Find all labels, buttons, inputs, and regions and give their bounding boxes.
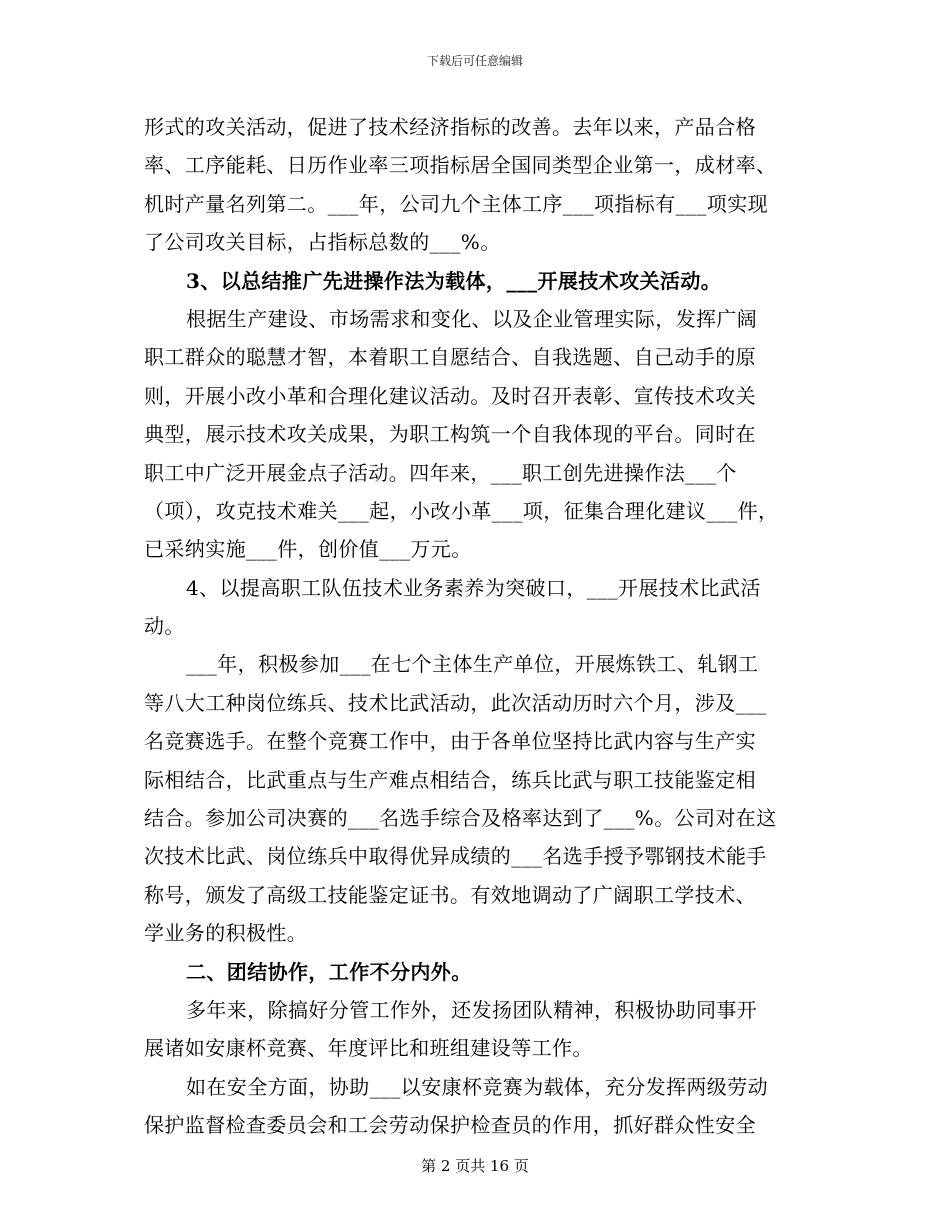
paragraph-line: 结合。参加公司决赛的___名选手综合及格率达到了___%。公司对在这 <box>144 806 777 831</box>
paragraph-line: 机时产量名列第二。___年，公司九个主体工序___项指标有___项实现 <box>144 191 768 216</box>
page-footer: 第 2 页共 16 页 <box>421 1157 529 1175</box>
paragraph-line: 如在安全方面，协助___以安康杯竞赛为载体，充分发挥两级劳动 <box>186 1074 768 1099</box>
page-header: 下载后可任意编辑 <box>426 54 523 68</box>
section-heading: 3、以总结推广先进操作法为载体，___开展技术攻关活动。 <box>186 268 722 293</box>
paragraph-line: 次技术比武、岗位练兵中取得优异成绩的___名选手授予鄂钢技术能手 <box>144 844 767 869</box>
paragraph-line: 多年来，除搞好分管工作外，还发扬团队精神，积极协助同事开 <box>186 997 758 1022</box>
paragraph-line: 根据生产建设、市场需求和变化、以及企业管理实际，发挥广阔 <box>186 306 758 331</box>
paragraph-line: 职工群众的聪慧才智，本着职工自愿结合、自我选题、自己动手的原 <box>144 345 756 370</box>
paragraph-line: 已采纳实施___件，创价值___万元。 <box>144 537 472 562</box>
paragraph-line: 了公司攻关目标，占指标总数的___%。 <box>144 230 501 255</box>
paragraph-line: 保护监督检查委员会和工会劳动保护检查员的作用，抓好群众性安全 <box>144 1113 756 1138</box>
paragraph-line: 名竞赛选手。在整个竞赛工作中，由于各单位坚持比武内容与生产实 <box>144 729 756 754</box>
section-heading: 二、团结协作，工作不分内外。 <box>186 959 472 984</box>
paragraph-line: 则，开展小改小革和合理化建议活动。及时召开表彰、宣传技术攻关 <box>144 383 756 408</box>
paragraph-line: 形式的攻关活动，促进了技术经济指标的改善。去年以来，产品合格 <box>144 115 756 139</box>
paragraph-line: 际相结合，比武重点与生产难点相结合，练兵比武与职工技能鉴定相 <box>144 767 756 792</box>
paragraph-line: 等八大工种岗位练兵、技术比武活动，此次活动历时六个月，涉及___ <box>144 690 767 715</box>
paragraph-line: 职工中广泛开展金点子活动。四年来，___职工创先进操作法___个 <box>144 460 737 485</box>
document-body <box>144 108 808 1145</box>
paragraph-line: 典型，展示技术攻关成果，为职工构筑一个自我体现的平台。同时在 <box>144 422 756 447</box>
section-heading: 4、以提高职工队伍技术业务素养为突破口，___开展技术比武活 <box>186 575 761 600</box>
paragraph-line: 展诸如安康杯竞赛、年度评比和班组建设等工作。 <box>144 1036 593 1061</box>
paragraph-line: ___年，积极参加___在七个主体生产单位，开展炼铁工、轧钢工 <box>186 652 759 677</box>
paragraph-line: 率、工序能耗、日历作业率三项指标居全国同类型企业第一，成材率、 <box>144 153 777 178</box>
paragraph-line: 学业务的积极性。 <box>144 921 308 946</box>
paragraph-line: 称号，颁发了高级工技能鉴定证书。有效地调动了广阔职工学技术、 <box>144 882 756 907</box>
paragraph-line: 动。 <box>144 614 185 639</box>
paragraph-line: （项），攻克技术难关___起，小改小革___项，征集合理化建议___件， <box>144 498 779 523</box>
